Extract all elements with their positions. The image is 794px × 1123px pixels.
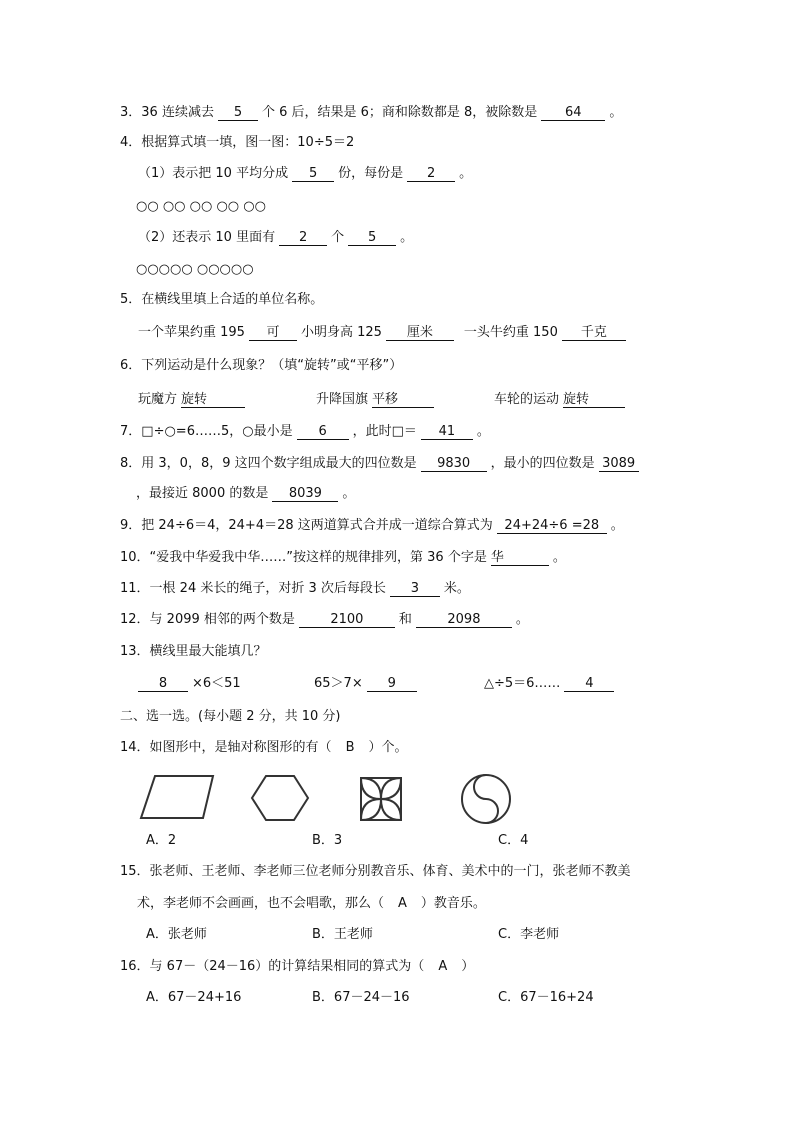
q-text: 米。 — [443, 581, 470, 596]
question-9 — [120, 517, 624, 535]
q-number: 4． — [120, 135, 142, 150]
item-text: 小明身高 125 — [300, 325, 382, 340]
q-number: 13． — [120, 644, 150, 659]
item-text: 一个苹果约重 195 — [138, 325, 245, 340]
section-2-heading: 二、选一选。(每小题 2 分，共 10 分) — [120, 709, 341, 724]
question-11 — [120, 580, 470, 598]
option-a[interactable]: A．2 — [146, 833, 177, 848]
answer-blank[interactable]: 旋转 — [563, 392, 625, 408]
answer-choice[interactable]: B — [345, 740, 355, 755]
answer-blank[interactable]: 6 — [297, 424, 349, 440]
answer-choice[interactable]: A — [438, 959, 448, 974]
item-text: △÷5＝6…… — [484, 676, 561, 691]
question-13 — [120, 643, 267, 661]
q-text: ，最接近 8000 的数是 — [136, 486, 269, 501]
q-text: 。 — [476, 424, 490, 439]
q-text: 术，李老师不会画画，也不会唱歌，那么（ — [137, 896, 385, 911]
answer-blank[interactable]: 2 — [407, 166, 455, 182]
q-number: 8． — [120, 456, 142, 471]
q-text: ）教音乐。 — [420, 896, 486, 911]
q-text: “爱我中华爱我中华……”按这样的规律排列，第 36 个字是 — [149, 550, 487, 565]
q-number: 6． — [120, 358, 142, 373]
answer-blank[interactable]: 64 — [541, 105, 605, 121]
question-15-cont — [137, 895, 486, 913]
answer-blank[interactable]: 千克 — [562, 325, 626, 341]
option-b[interactable]: B．3 — [312, 833, 343, 848]
q-text: 。 — [459, 166, 473, 181]
question-15-options — [146, 926, 559, 944]
q-text: ，最小的四位数是 — [490, 456, 595, 471]
q-text: ，此时□＝ — [352, 424, 417, 439]
question-10 — [120, 549, 566, 567]
answer-blank[interactable]: 41 — [421, 424, 473, 440]
q-text: 下列运动是什么现象？（填“旋转”或“平移”） — [141, 358, 403, 373]
question-16-options — [146, 989, 594, 1007]
q-text: 张老师、王老师、李老师三位老师分别教音乐、体育、美术中的一门，张老师不教美 — [149, 864, 631, 879]
q-text: 用 3，0，8，9 这四个数字组成最大的四位数是 — [141, 456, 417, 471]
q-number: 9． — [120, 518, 142, 533]
q-text: ） — [461, 959, 475, 974]
question-7 — [120, 423, 490, 441]
answer-blank[interactable]: 旋转 — [181, 392, 245, 408]
q-text: 。 — [400, 230, 414, 245]
q-text: 如图形中，是轴对称图形的有（ — [149, 740, 332, 755]
q-number: 10． — [120, 550, 150, 565]
q-text: （2）还表示 10 里面有 — [138, 230, 276, 245]
question-4-part-2 — [138, 229, 413, 247]
item-text: 升降国旗 — [316, 392, 369, 407]
answer-blank[interactable]: 2100 — [299, 612, 395, 628]
item-text: 车轮的运动 — [494, 392, 560, 407]
question-8-cont — [136, 485, 355, 503]
question-14-options — [146, 832, 528, 850]
q-text: 。 — [609, 105, 623, 120]
q-text: 。 — [515, 612, 529, 627]
answer-blank[interactable]: 9830 — [421, 456, 487, 472]
circles-group-1: ○○ ○○ ○○ ○○ ○○ — [136, 199, 266, 214]
answer-blank[interactable]: 4 — [564, 676, 614, 692]
yin-yang-circle-figure — [462, 775, 510, 823]
option-a[interactable]: A．张老师 — [146, 927, 207, 942]
q-number: 12． — [120, 612, 150, 627]
answer-blank[interactable]: 5 — [218, 105, 258, 121]
option-c[interactable]: C．李老师 — [498, 927, 560, 942]
q-text: 份，每份是 — [338, 166, 404, 181]
answer-blank[interactable]: 可 — [249, 325, 297, 341]
option-b[interactable]: B．67－24－16 — [312, 990, 410, 1005]
option-c[interactable]: C．4 — [498, 833, 529, 848]
answer-blank[interactable]: 9 — [367, 676, 417, 692]
answer-blank[interactable]: 2 — [279, 230, 327, 246]
answer-blank[interactable]: 3089 — [599, 456, 639, 472]
question-5 — [120, 291, 323, 309]
q-text: 把 24÷6＝4，24+4＝28 这两道算式合并成一道综合算式为 — [141, 518, 493, 533]
question-3 — [120, 104, 622, 122]
question-8 — [120, 455, 643, 473]
option-a[interactable]: A．67－24+16 — [146, 990, 242, 1005]
item-text: 玩魔方 — [138, 392, 178, 407]
q-text: 36 连续减去 — [141, 105, 214, 120]
answer-blank[interactable]: 平移 — [372, 392, 434, 408]
answer-blank[interactable]: 8 — [138, 676, 188, 692]
answer-blank[interactable]: 3 — [390, 581, 440, 597]
figures — [135, 768, 535, 824]
q-number: 14． — [120, 740, 150, 755]
q-text: 个 — [331, 230, 345, 245]
q-text: ）个。 — [368, 740, 408, 755]
answer-blank[interactable]: 24+24÷6 =28 — [497, 518, 607, 534]
q-text: 一根 24 米长的绳子，对折 3 次后每段长 — [149, 581, 386, 596]
question-6 — [120, 357, 402, 375]
question-4 — [120, 134, 354, 152]
q-text: □÷○=6……5，○最小是 — [141, 424, 293, 439]
q-number: 3． — [120, 105, 142, 120]
question-13-items — [138, 675, 618, 693]
q-text: 与 2099 相邻的两个数是 — [149, 612, 295, 627]
item-text: ×6＜51 — [192, 676, 241, 691]
item-text: 一头牛约重 150 — [463, 325, 558, 340]
answer-blank[interactable]: 5 — [348, 230, 396, 246]
question-16 — [120, 958, 474, 976]
q-number: 7． — [120, 424, 142, 439]
answer-blank[interactable]: 厘米 — [386, 325, 454, 341]
answer-choice[interactable]: A — [398, 896, 407, 911]
answer-blank[interactable]: 5 — [292, 166, 334, 182]
question-4-part-1 — [138, 165, 472, 183]
answer-blank[interactable]: 华 — [491, 550, 549, 566]
q-text: 根据算式填一填，图一图：10÷5＝2 — [141, 135, 355, 150]
q-text: 和 — [398, 612, 412, 627]
option-b[interactable]: B．王老师 — [312, 927, 373, 942]
hexagon-figure — [252, 776, 308, 820]
question-12 — [120, 611, 529, 629]
option-c[interactable]: C．67－16+24 — [498, 990, 594, 1005]
question-6-items — [138, 391, 629, 409]
q-number: 11． — [120, 581, 150, 596]
q-text: 与 67－（24－16）的计算结果相同的算式为（ — [149, 959, 425, 974]
square-petal-figure — [361, 778, 401, 820]
parallelogram-figure — [141, 776, 213, 818]
q-text: 。 — [342, 486, 356, 501]
q-number: 5． — [120, 292, 142, 307]
question-15 — [120, 863, 631, 881]
answer-blank[interactable]: 2098 — [416, 612, 512, 628]
q-text: 。 — [552, 550, 566, 565]
q-text: 个 6 后，结果是 6；商和除数都是 8，被除数是 — [261, 105, 538, 120]
q-number: 16． — [120, 959, 150, 974]
question-14 — [120, 739, 408, 757]
q-text: 横线里最大能填几？ — [149, 644, 267, 659]
question-5-items — [138, 324, 630, 342]
item-text: 65＞7× — [314, 676, 363, 691]
answer-blank[interactable]: 8039 — [272, 486, 338, 502]
circles-group-2: ○○○○○ ○○○○○ — [136, 262, 254, 277]
q-text: 。 — [610, 518, 624, 533]
q-number: 15． — [120, 864, 150, 879]
q-text: 在横线里填上合适的单位名称。 — [141, 292, 324, 307]
q-text: （1）表示把 10 平均分成 — [138, 166, 289, 181]
